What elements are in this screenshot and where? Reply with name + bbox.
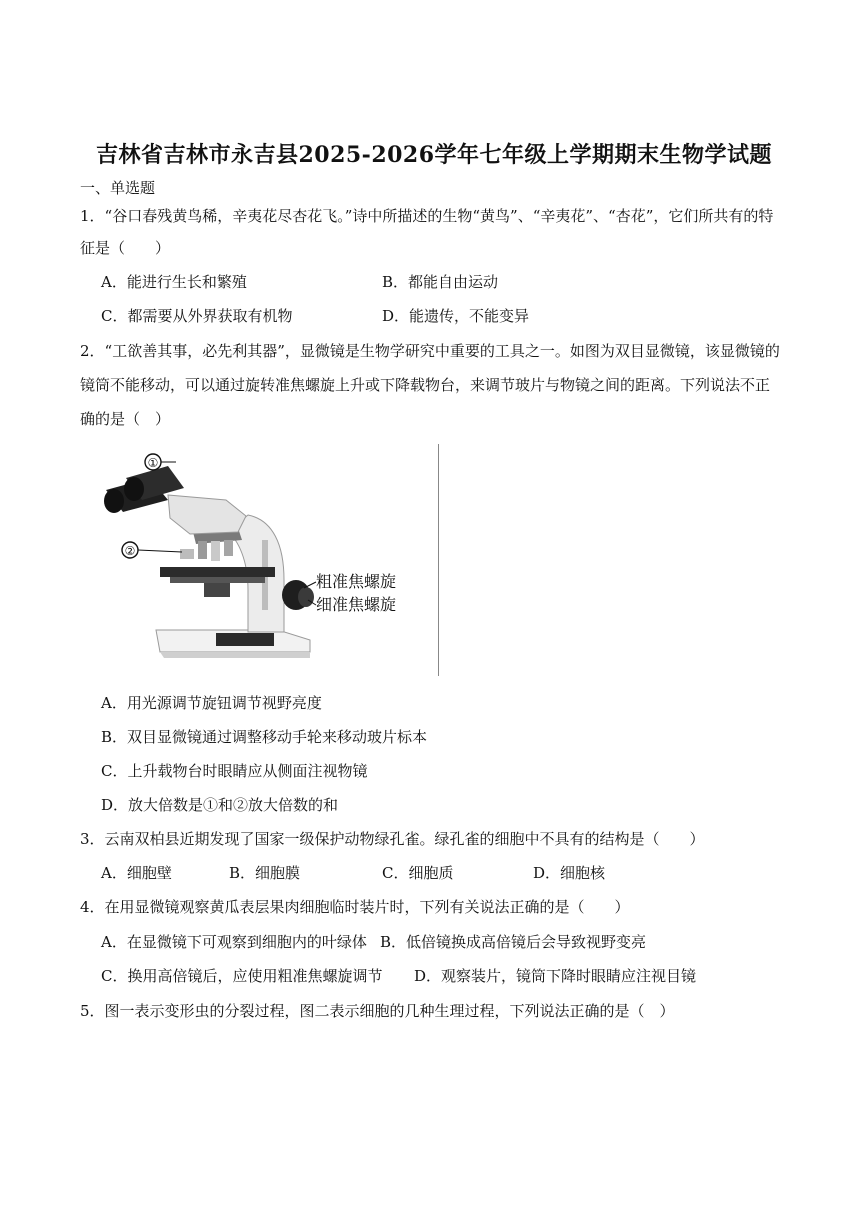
figure-divider (438, 444, 439, 676)
page-title: 吉林省吉林市永吉县2025-2026学年七年级上学期期末生物学试题 (95, 142, 773, 168)
q1-option-d: D．能遗传，不能变异 (382, 307, 530, 325)
q3-option-c: C．细胞质 (382, 864, 454, 882)
question-2-text-end: 确的是（ ） (80, 410, 171, 428)
q1-option-a: A．能进行生长和繁殖 (101, 273, 247, 291)
q1-option-b: B．都能自由运动 (382, 273, 499, 291)
q4-option-b: B．低倍镜换成高倍镜后会导致视野变亮 (380, 933, 647, 951)
question-2-text-cont: 镜筒不能移动，可以通过旋转准焦螺旋上升或下降载物台，来调节玻片与物镜之间的距离。下列说法不正 (80, 376, 771, 394)
q2-option-a: A．用光源调节旋钮调节视野亮度 (101, 694, 322, 712)
question-3-text: 3．云南双柏县近期发现了国家一级保护动物绿孔雀。绿孔雀的细胞中不具有的结构是（ ） (80, 830, 705, 848)
q1-option-c: C．都需要从外界获取有机物 (101, 307, 293, 325)
q4-option-c: C．换用高倍镜后，应使用粗准焦螺旋调节 (101, 967, 383, 985)
question-2-text: 2．“工欲善其事，必先利其器”，显微镜是生物学研究中重要的工具之一。如图为双目显微镜，该显微镜的 (80, 342, 780, 360)
question-5-text: 5．图一表示变形虫的分裂过程，图二表示细胞的几种生理过程，下列说法正确的是（ ） (80, 1002, 675, 1020)
section-heading: 一、单选题 (80, 179, 156, 197)
question-1-text-cont: 征是（ ） (80, 239, 171, 257)
label-circle-1: ① (147, 456, 159, 470)
q4-option-d: D．观察装片，镜筒下降时眼睛应注视目镜 (414, 967, 697, 985)
coarse-focus-label: 粗准焦螺旋 (316, 572, 397, 591)
label-circle-2: ② (124, 544, 136, 558)
question-1-text: 1．“谷口春残黄鸟稀，辛夷花尽杏花飞。”诗中所描述的生物“黄鸟”、“辛夷花”、“杏花”，它们所共有的特 (80, 207, 774, 225)
q3-option-d: D．细胞核 (533, 864, 606, 882)
microscope-figure (98, 440, 443, 680)
q2-option-c: C．上升载物台时眼睛应从侧面注视物镜 (101, 762, 368, 780)
q2-option-b: B．双目显微镜通过调整移动手轮来移动玻片标本 (101, 728, 428, 746)
fine-focus-label: 细准焦螺旋 (316, 595, 397, 614)
question-4-text: 4．在用显微镜观察黄瓜表层果肉细胞临时装片时，下列有关说法正确的是（ ） (80, 898, 630, 916)
q4-option-a: A．在显微镜下可观察到细胞内的叶绿体 (101, 933, 367, 951)
q3-option-a: A．细胞壁 (101, 864, 172, 882)
q3-option-b: B．细胞膜 (229, 864, 301, 882)
microscope-illustration (98, 440, 443, 680)
q2-option-d: D．放大倍数是①和②放大倍数的和 (101, 796, 339, 814)
